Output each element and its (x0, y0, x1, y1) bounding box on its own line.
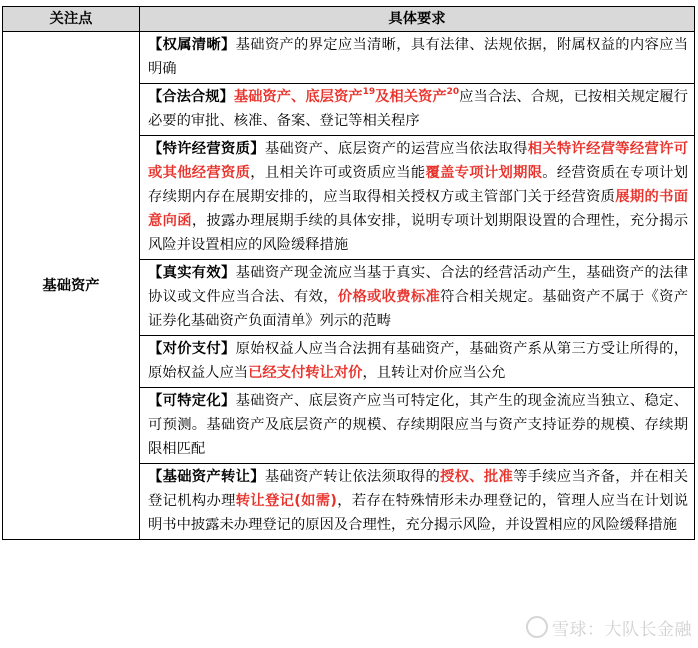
requirement-tag: 【基础资产转让】 (148, 469, 265, 485)
requirement-tag: 【合法合规】 (148, 89, 234, 105)
header-requirements: 具体要求 (140, 7, 695, 32)
table-header-row (3, 7, 695, 32)
footnote-ref: 20 (446, 87, 460, 97)
requirement-text: ，若存在特殊情形未办理登记的，管理人应当在计划说明书中披露未办理登记的原因及合理性，充分揭示风险，并设置相应的风险缓释措施 (148, 493, 688, 533)
table-row (3, 32, 695, 84)
category-cell: 基础资产 (3, 32, 140, 540)
requirement-transfer (140, 464, 695, 540)
footnote-ref: 19 (362, 87, 376, 97)
requirement-text: 等手续应当齐备，并在相关登记机构办理 (148, 469, 689, 509)
requirement-text: ，且相关许可或资质应当能 (250, 165, 426, 181)
requirement-tag: 【权属清晰】 (148, 37, 236, 53)
highlight-text: 相关特许经营等经营许可或其他经营资质 (148, 141, 689, 181)
requirement-text: ，披露办理展期手续的具体安排，说明专项计划期限设置的合理性，充分揭示风险并设置相应的风险缓释措施 (148, 213, 689, 253)
requirement-specificity (140, 388, 695, 464)
requirement-text: 基础资产的界定应当清晰，具有法律、法规依据，附属权益的内容应当明确 (148, 37, 689, 77)
requirement-text: 符合相关规定。基础资产不属于《资产证券化基础资产负面清单》列示的范畴 (148, 289, 689, 329)
highlight-text: 授权、批准 (440, 469, 514, 485)
requirement-ownership (140, 32, 695, 84)
requirement-license (140, 136, 695, 260)
requirement-text: 基础资产、底层资产应当可特定化，其产生的现金流应当独立、稳定、可预测。基础资产及底层资产的规模、存续期限应当与资产支持证券的规模、存续期限相匹配 (148, 393, 689, 457)
requirement-text: 原始权益人应当合法拥有基础资产，基础资产系从第三方受让所得的，原始权益人应当 (148, 341, 689, 381)
requirement-text: 基础资产转让依法须取得的 (264, 469, 441, 485)
highlight-text: 价格或收费标准 (337, 289, 441, 305)
requirement-text: 应当合法、合规，已按相关规定履行必要的审批、核准、备案、登记等相关程序 (148, 89, 689, 129)
highlight-text: 基础资产、底层资产 (233, 89, 363, 105)
highlight-text: 转让登记(如需) (235, 493, 337, 509)
header-focus-point: 关注点 (3, 7, 140, 32)
requirement-authenticity (140, 260, 695, 336)
watermark (526, 615, 692, 640)
watermark-text: 雪球：大队长金融 (552, 620, 692, 640)
requirement-compliance (140, 84, 695, 136)
requirement-text: 。经营资质在专项计划存续期内存在展期安排的，应当取得相关授权方或主管部门关于经营资质 (148, 165, 689, 205)
requirement-consideration (140, 336, 695, 388)
highlight-text: 已经支付转让对价 (248, 365, 363, 381)
highlight-text: 及相关资产 (375, 89, 447, 105)
requirement-text: ，且转让对价应当公允 (362, 365, 506, 381)
requirement-tag: 【真实有效】 (148, 265, 236, 281)
requirement-tag: 【特许经营资质】 (148, 141, 265, 157)
requirement-text: 基础资产现金流应当基于真实、合法的经营活动产生，基础资产的法律协议或文件应当合法、有效， (148, 265, 689, 305)
highlight-text: 覆盖专项计划期限 (425, 165, 543, 181)
requirement-tag: 【对价支付】 (148, 341, 236, 357)
requirement-tag: 【可特定化】 (148, 393, 236, 409)
highlight-text: 展期的书面意向函 (148, 189, 689, 229)
requirement-text: 基础资产、底层资产的运营应当依法取得 (264, 141, 528, 157)
requirements-table (2, 6, 695, 540)
snowball-logo-icon (526, 616, 548, 638)
